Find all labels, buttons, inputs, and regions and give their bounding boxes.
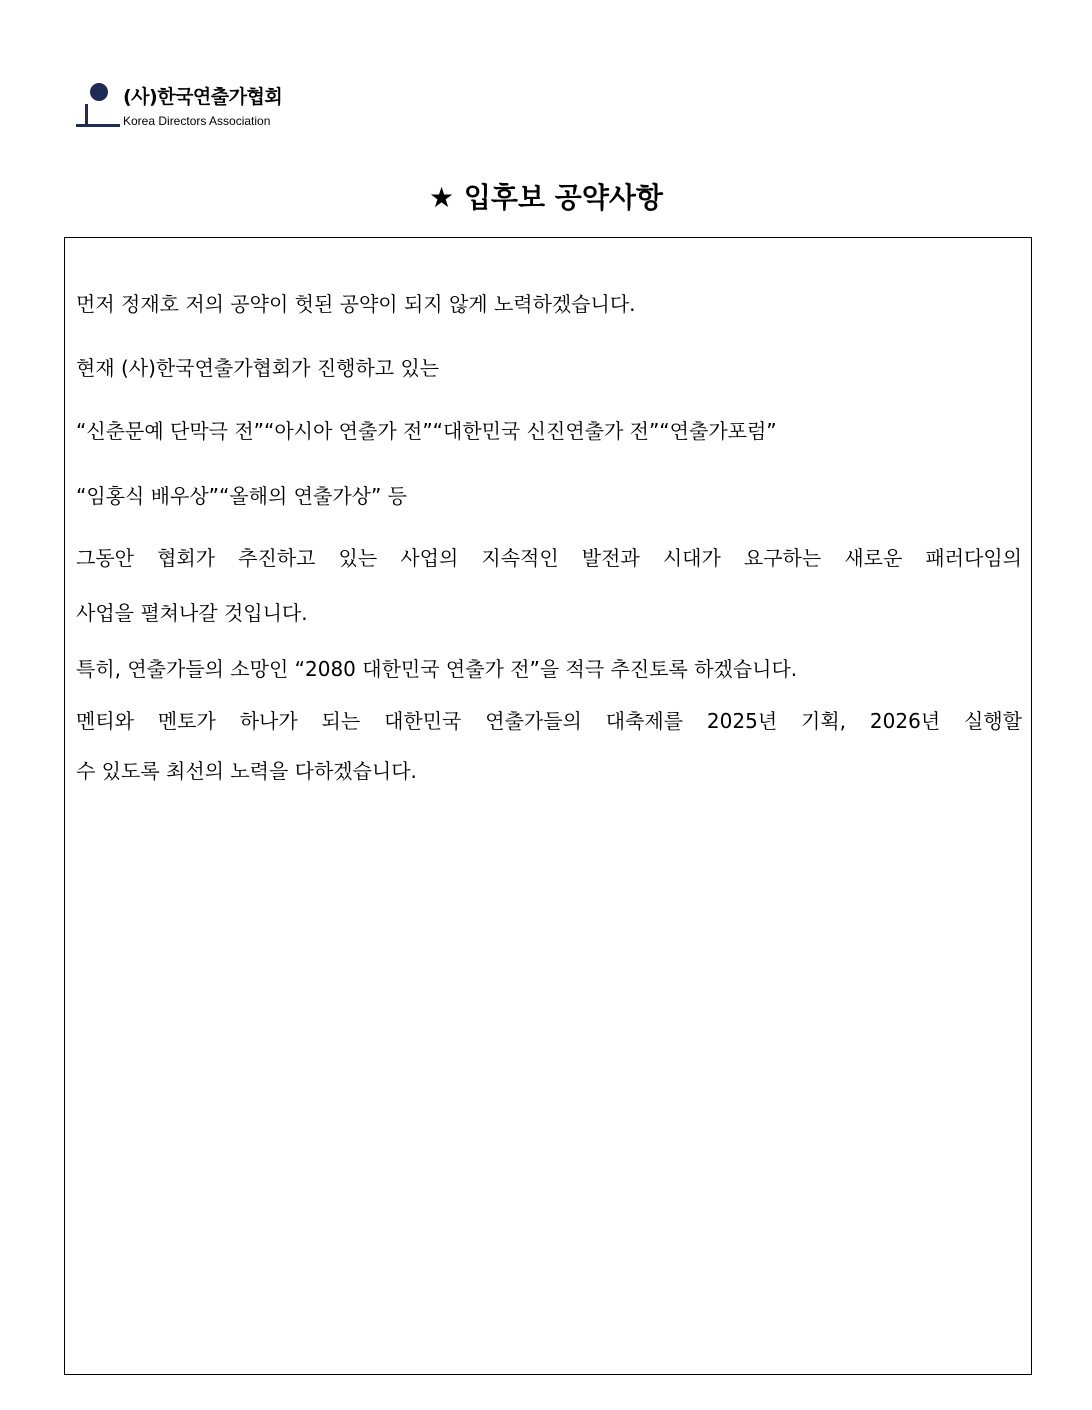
pledge-box (64, 237, 1032, 1375)
pledge-line: 현재 (사)한국연출가협회가 진행하고 있는 (76, 356, 440, 380)
logo-icon (76, 82, 120, 128)
pledge-line: “신춘문예 단막극 전”“아시아 연출가 전”“대한민국 신진연출가 전”“연출가포럼” (76, 419, 777, 443)
pledge-line: 수 있도록 최선의 노력을 다하겠습니다. (76, 759, 417, 783)
org-name-korean: (사)한국연출가협회 (123, 86, 283, 108)
pledge-line: 사업을 펼쳐나갈 것입니다. (76, 601, 308, 625)
pledge-line: “임홍식 배우상”“올해의 연출가상” 등 (76, 484, 407, 508)
header (76, 82, 336, 132)
pledge-line: 멘티와 멘토가 하나가 되는 대한민국 연출가들의 대축제를 2025년 기획, 2026년 실행할 (76, 709, 1022, 733)
pledge-line: 그동안 협회가 추진하고 있는 사업의 지속적인 발전과 시대가 요구하는 새로운 패러다임의 (76, 546, 1022, 570)
pledge-line: 먼저 정재호 저의 공약이 헛된 공약이 되지 않게 노력하겠습니다. (76, 292, 636, 316)
pledge-line: 특히, 연출가들의 소망인 “2080 대한민국 연출가 전”을 적극 추진토록 하겠습니다. (76, 657, 798, 681)
page-title: ★ 입후보 공약사항 (429, 181, 663, 214)
org-name-english: Korea Directors Association (123, 114, 271, 128)
